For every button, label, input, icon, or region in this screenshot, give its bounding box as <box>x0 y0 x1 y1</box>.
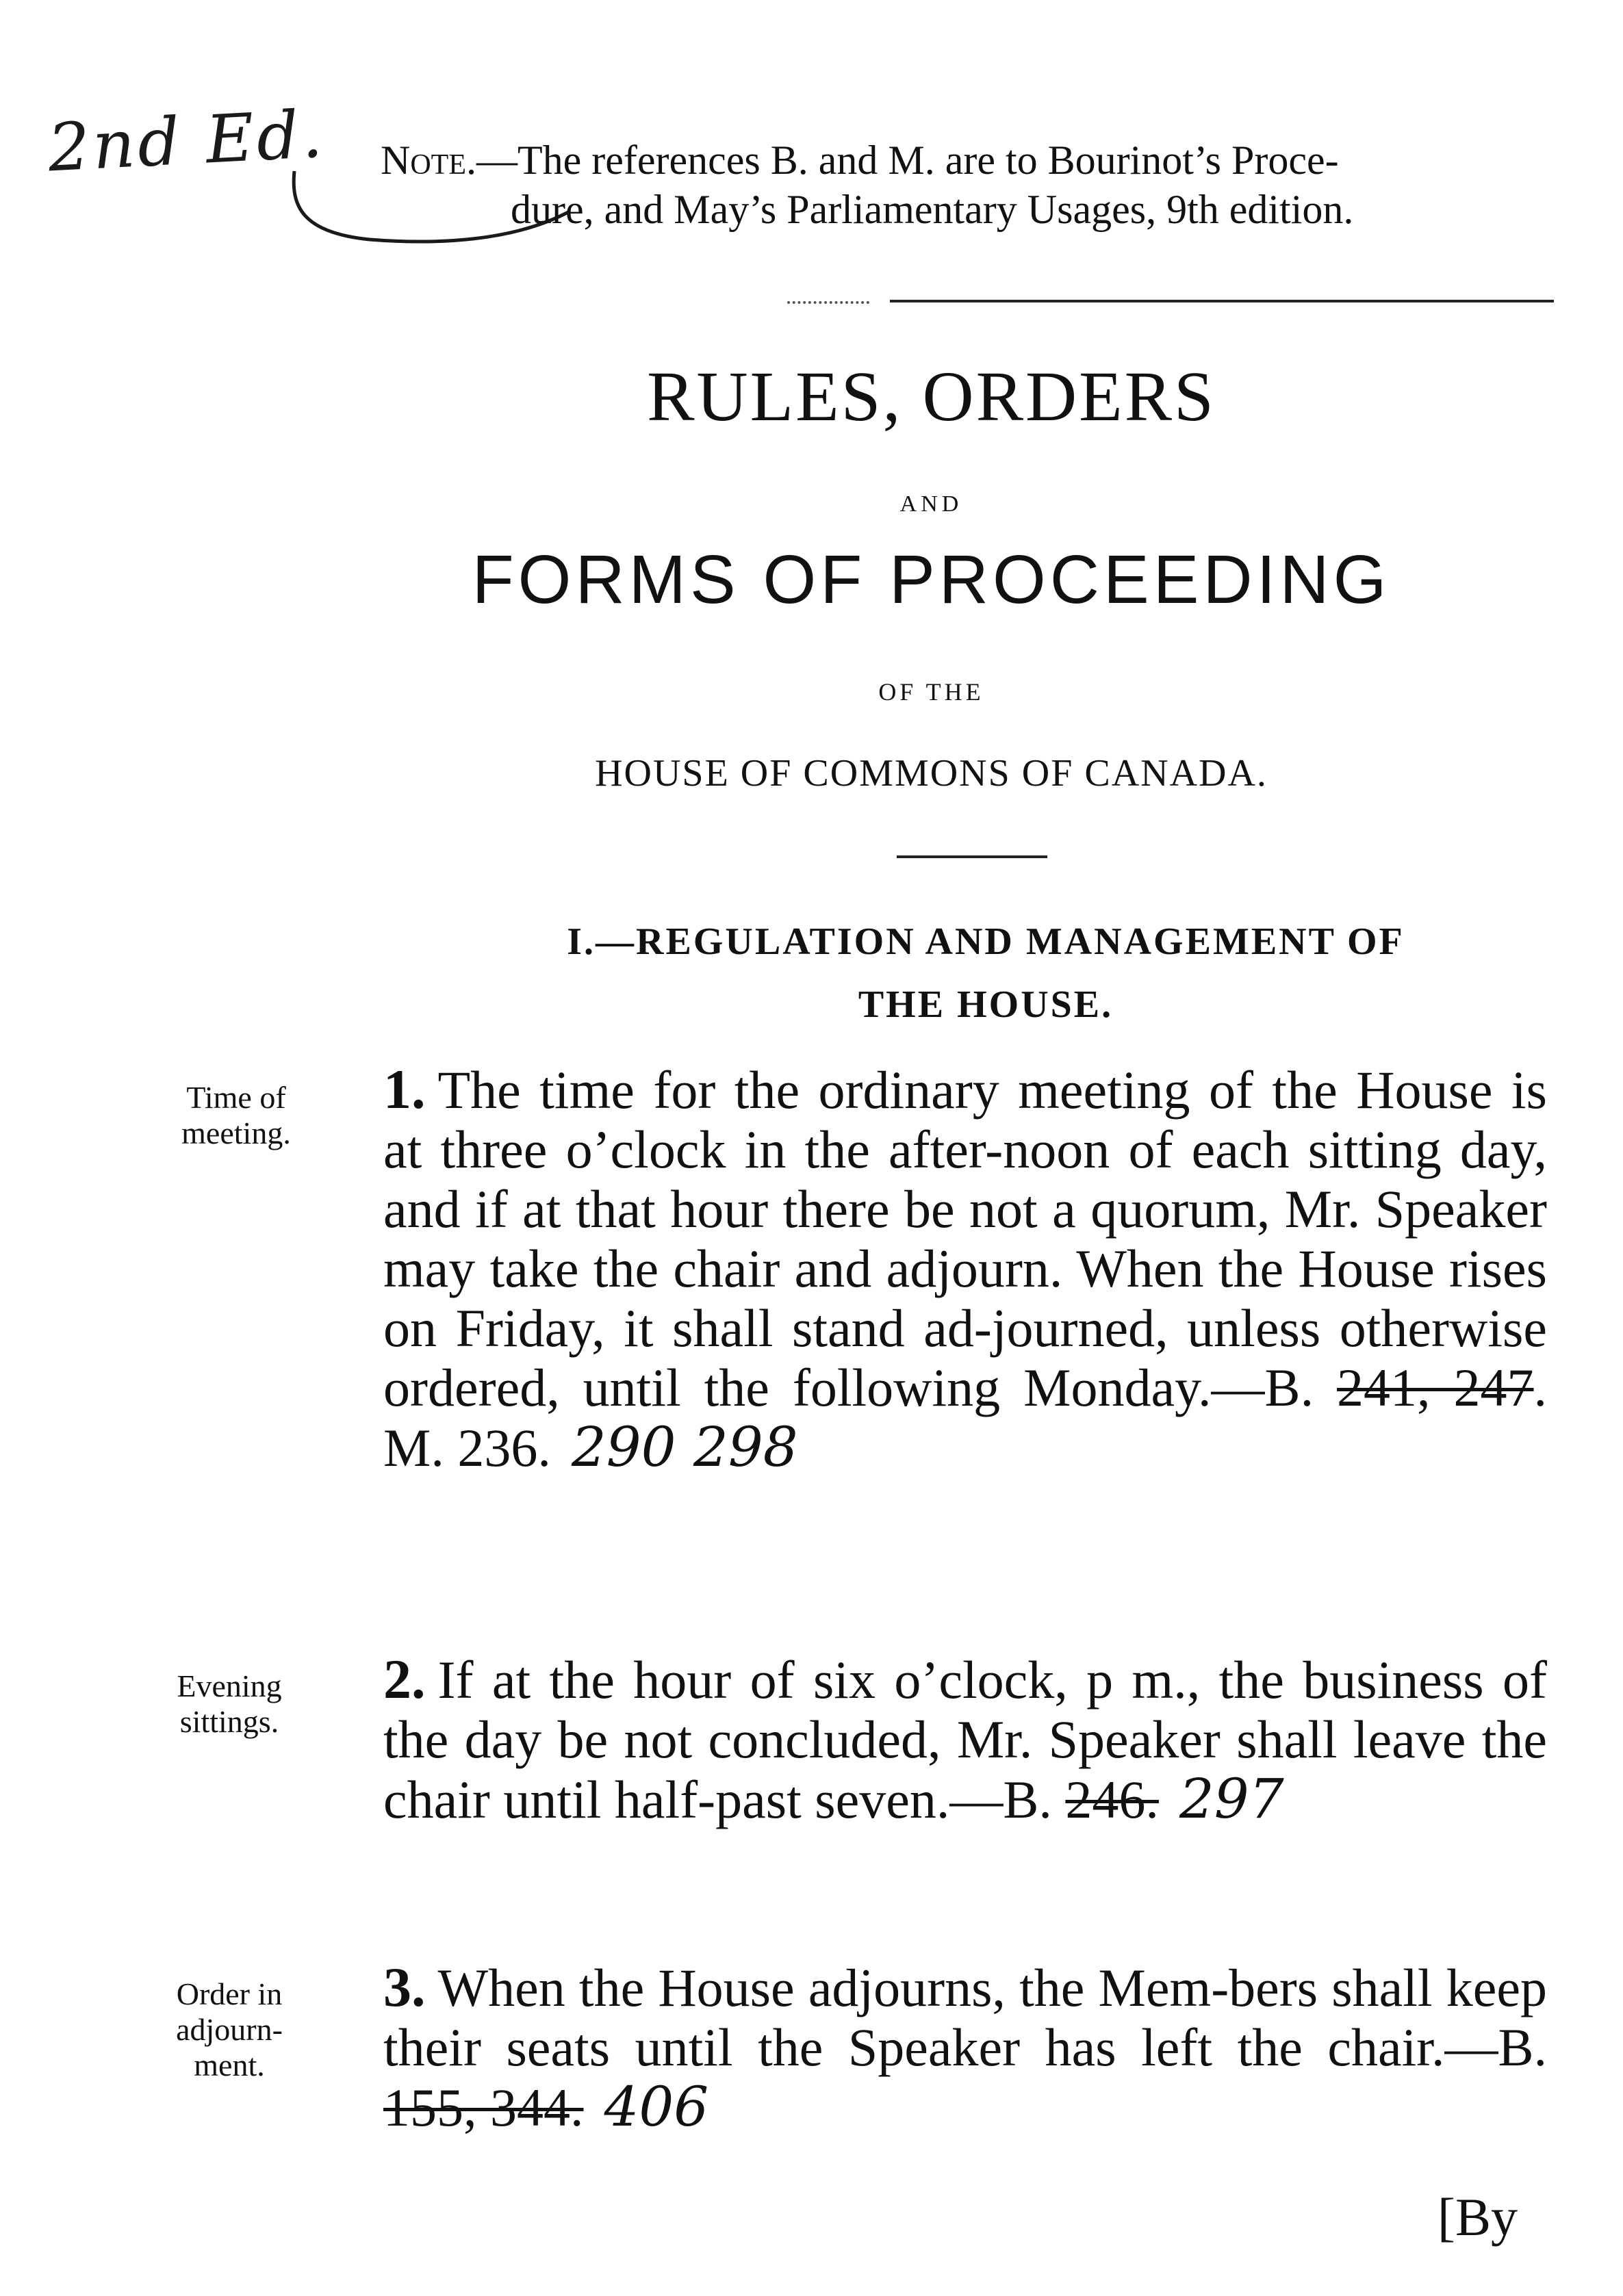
rule-3-paragraph <box>383 1957 1547 2137</box>
note-line-2: dure, and May’s Parliamentary Usages, 9th edition. <box>511 187 1354 232</box>
handwritten-edition-mark: 2nd Ed. <box>46 95 327 187</box>
catchword: [By <box>1437 2187 1518 2247</box>
note-label: Note. <box>381 138 476 183</box>
rule-2-paragraph <box>383 1649 1547 1829</box>
dotted-rule <box>787 301 869 304</box>
section-heading-line-2: THE HOUSE. <box>858 983 1114 1026</box>
title-line-3: HOUSE OF COMMONS OF CANADA. <box>595 752 1268 795</box>
rule-text: If at the hour of six o’clock, p m., the business of the day be not concluded, Mr. Speaker shall leave the chair until half-past seven.—B. <box>383 1650 1547 1829</box>
section-heading <box>411 910 1561 1036</box>
top-rule <box>890 300 1554 302</box>
rule-number: 3. <box>383 1956 426 2018</box>
handwritten-reference: 297 <box>1179 1767 1284 1831</box>
middle-rule <box>897 855 1047 858</box>
margin-note-rule-3 <box>144 1976 315 2083</box>
rule-1-paragraph <box>383 1059 1547 1478</box>
rule-number: 2. <box>383 1648 426 1710</box>
margin-note-line: Order in <box>176 1976 283 2011</box>
margin-note-line: adjourn- <box>176 2012 283 2047</box>
struck-reference: 241, 247 <box>1337 1358 1534 1417</box>
margin-note-line: ment. <box>194 2048 265 2082</box>
margin-note-line: Evening <box>177 1668 282 1703</box>
handwritten-reference: 290 298 <box>571 1415 798 1479</box>
title-line-1: RULES, ORDERS <box>647 357 1216 436</box>
margin-note-rule-2 <box>144 1668 315 1740</box>
rule-text: The time for the ordinary meeting of the House is at three o’clock in the after-noon of each sitting day, and if at that hour there be not a quorum, Mr. Speaker may take the chair and adjourn. When the House rises on Friday, it shall stand ad-journed, unless otherwise ordered, until the following Monday.—B. <box>383 1060 1547 1417</box>
handwritten-reference: 406 <box>604 2075 709 2139</box>
reference-note <box>381 136 1558 234</box>
struck-reference: 246. <box>1065 1770 1159 1829</box>
title-of-the: OF THE <box>878 678 984 706</box>
title-line-2: FORMS OF PROCEEDING <box>472 541 1391 618</box>
margin-note-line: sittings. <box>179 1704 279 1739</box>
section-heading-line-1: I.—REGULATION AND MANAGEMENT OF <box>567 920 1405 963</box>
rule-text: When the House adjourns, the Mem-bers shall keep their seats until the Speaker has left the chair.—B. <box>383 1958 1547 2077</box>
margin-note-line: Time of <box>186 1080 286 1115</box>
struck-reference: 155, 344. <box>383 2078 584 2137</box>
margin-note-rule-1 <box>151 1080 322 1151</box>
rule-number: 1. <box>383 1058 426 1120</box>
rule-tail: . M. 236. <box>383 1358 1548 1478</box>
title-and: AND <box>899 491 963 517</box>
note-line-1: —The references B. and M. are to Bourinot’s Proce- <box>476 138 1339 183</box>
margin-note-line: meeting. <box>181 1115 291 1150</box>
